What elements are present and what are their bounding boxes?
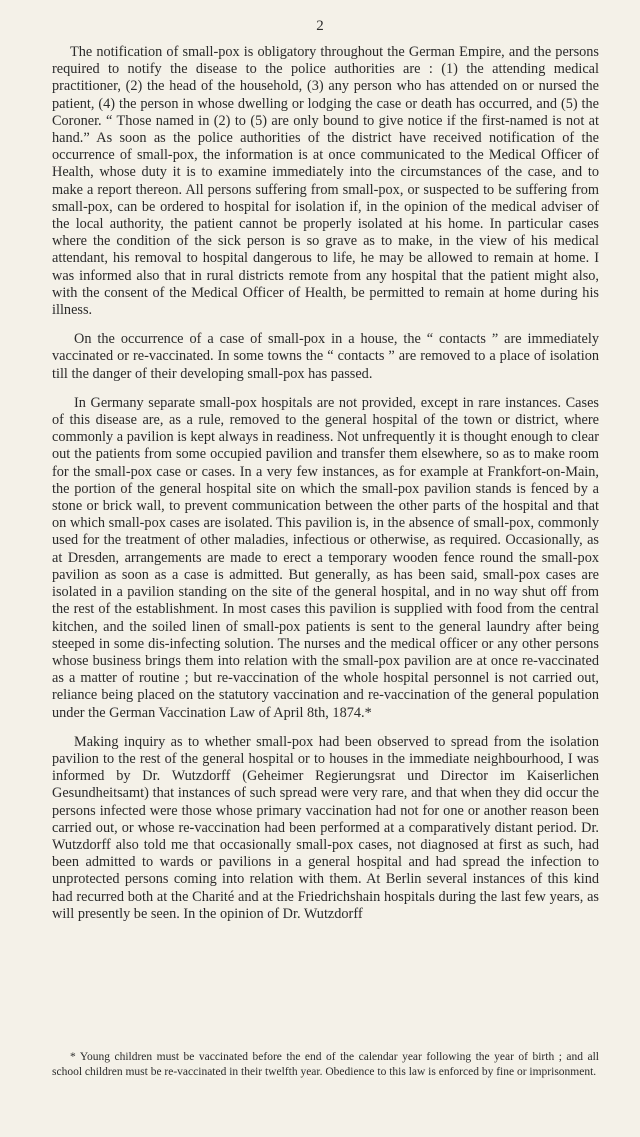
body-text: [52, 44, 599, 935]
page-number: 2: [316, 18, 324, 34]
paragraph-contacts: On the occurrence of a case of small-pox in a house, the “ contacts ” are immediately vaccinated or re-vaccinated. In some towns the “ contacts ” are removed to a place of isolation till the danger of their developing small-pox has passed.: [52, 331, 599, 382]
paragraph-hospitals: In Germany separate small-pox hospitals are not provided, except in rare instances. Cases of this disease are, as a rule, removed to the general hospital of the town or district, where commonly a pavilion is kept always in readiness. Not unfrequently it is thought enough to clear out the patients from some occupied pavilion and transfer them elsewhere, so as to make room for the small-pox case or cases. In a very few instances, as for example at Frankfort-on-Main, the portion of the general hospital site on which the small-pox pavilion stands is fenced by a stone or brick wall, to prevent communication between the other parts of the hospital and that on which small-pox cases are isolated. This pavilion is, in the absence of small-pox, commonly used for the treatment of other maladies, infectious or otherwise, as required. Occasionally, as at Dresden, arrangements are made to erect a temporary wooden fence round the small-pox pavilion as soon as a case is admitted. But generally, as has been said, small-pox cases are isolated in a pavilion standing on the site of the general hospital, and in no way shut off from the rest of the establishment. In most cases this pavilion is supplied with food from the central kitchen, and the soiled linen of small-pox patients is sent to the general laundry after being steeped in some dis-infecting solution. The nurses and the medical officer or any other persons whose business brings them into relation with the small-pox pavilion are at once re-vaccinated as a matter of routine ; but re-vaccination of the whole hospital personnel is not carried out, reliance being placed on the statutory vaccination and re-vaccination of the general population under the German Vaccination Law of April 8th, 1874.*: [52, 394, 599, 721]
paragraph-inquiry: Making inquiry as to whether small-pox had been observed to spread from the isolation pavilion to the rest of the general hospital or to houses in the immediate neighbourhood, I was informed by Dr. Wutzdorff (Geheimer Regierungsrat und Director im Kaiserlichen Gesundheitsamt) that instances of such spread were very rare, and that when they did occur the persons infected were those whose primary vaccination had not for one or another reason been carried out, or whose re-vaccination had been performed at a comparatively distant period. Dr. Wutzdorff also told me that occasionally small-pox cases, not diagnosed at first as such, had been admitted to wards or pavilions in a general hospital and had spread the infection to unprotected persons coming into relation with them. At Berlin several instances of this kind had recurred both at the Charité and at the Friedrichshain hospitals during the last few years, as will presently be seen. In the opinion of Dr. Wutzdorff: [52, 733, 599, 922]
paragraph-notification: The notification of small-pox is obligatory throughout the German Empire, and the persons required to notify the disease to the police authorities are : (1) the attending medical practitioner, (2) the head of the household, (3) any person who has attended on or nursed the patient, (4) the person in whose dwelling or lodging the case or death has occurred, and (5) the Coroner. “ Those named in (2) to (5) are only bound to give notice if the first-named is not at hand.” As soon as the police authorities of the district have received notification of the occurrence of small-pox, the information is at once communicated to the Medical Officer of Health, whose duty it is to examine immediately into the circumstances of the case, and to make a report thereon. All persons suffering from small-pox, or suspected to be suffering from small-pox, can be ordered to hospital for isolation if, in the opinion of the medical adviser of the local authority, the patient cannot be properly isolated at his home. In particular cases where the condition of the sick person is so grave as to make, in the view of his medical attendant, his removal to hospital dangerous to life, he may be allowed to remain at home. I was informed also that in rural districts remote from any hospital that the patient might also, with the consent of the Medical Officer of Health, be permitted to remain at home during his illness.: [52, 44, 599, 319]
footnote: * Young children must be vaccinated before the end of the calendar year following the year of birth ; and all school children must be re-vaccinated in their twelfth year. Obedience to this law is enforced by fine or imprisonment.: [52, 1051, 599, 1078]
